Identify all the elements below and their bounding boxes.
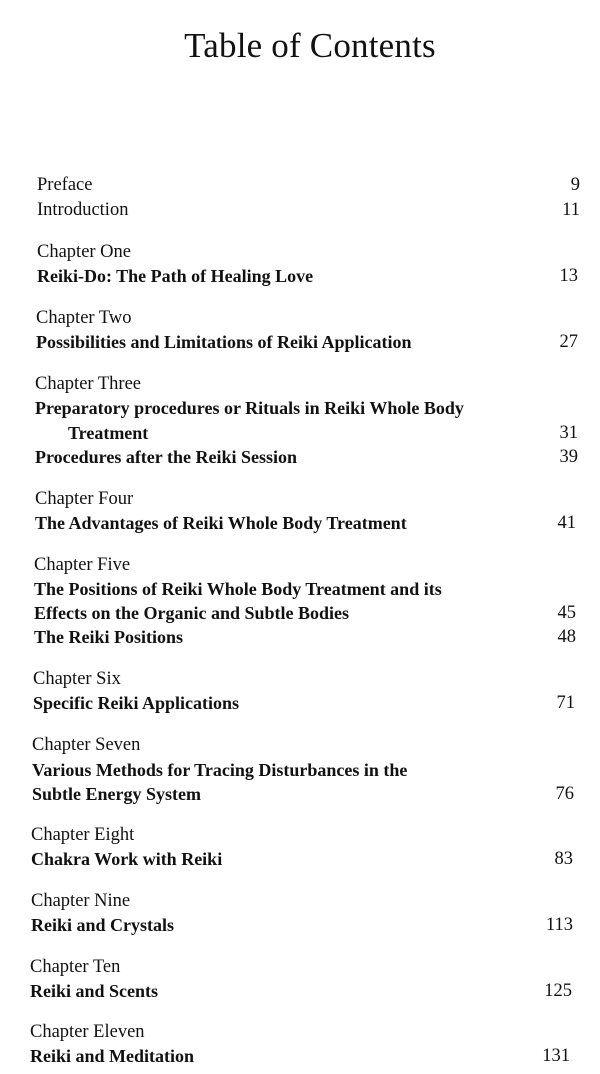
toc-entry-title[interactable]: Reiki and Scents (30, 981, 159, 1001)
toc-entry-title[interactable]: Procedures after the Reiki Session (35, 447, 297, 467)
toc-entry-title[interactable]: Chakra Work with Reiki (31, 849, 223, 869)
page-number: 9 (570, 175, 580, 195)
page-number: 31 (559, 423, 578, 443)
toc-entry-title[interactable]: Reiki and Meditation (30, 1046, 195, 1066)
toc-entry-title[interactable]: The Reiki Positions (34, 627, 184, 647)
page-number: 83 (554, 849, 573, 869)
toc-entry-title[interactable]: Possibilities and Limitations of Reiki Application (36, 332, 412, 352)
page-number: 125 (544, 981, 572, 1001)
page-number: 131 (542, 1046, 570, 1066)
toc-entry-preface[interactable]: Preface (37, 175, 93, 195)
toc-entry-title[interactable]: Reiki and Crystals (31, 915, 175, 935)
chapter-heading: Chapter Five (34, 555, 131, 575)
page-number: 11 (562, 200, 580, 220)
page-number: 41 (557, 513, 576, 533)
chapter-heading: Chapter Eight (31, 825, 135, 845)
page-number: 113 (545, 915, 573, 935)
page-number: 48 (557, 627, 576, 647)
toc-entry-title-continued[interactable]: Treatment (68, 423, 149, 443)
page-number: 71 (556, 693, 575, 713)
chapter-heading: Chapter Seven (32, 735, 141, 755)
chapter-heading: Chapter Eleven (30, 1022, 145, 1042)
page-number: 45 (557, 603, 576, 623)
page-number: 13 (559, 266, 578, 286)
toc-entry-title[interactable]: Preparatory procedures or Rituals in Reiki Whole Body (35, 398, 464, 418)
page-title: Table of Contents (184, 26, 436, 65)
chapter-heading: Chapter One (37, 242, 132, 262)
page-number: 39 (559, 447, 578, 467)
toc-entry-title[interactable]: Various Methods for Tracing Disturbances in the (32, 760, 408, 780)
chapter-heading: Chapter Two (36, 308, 132, 328)
toc-entry-title[interactable]: The Positions of Reiki Whole Body Treatment and its (34, 579, 442, 599)
page-number: 27 (559, 332, 578, 352)
toc-entry-title[interactable]: Reiki-Do: The Path of Healing Love (37, 266, 314, 286)
chapter-heading: Chapter Three (35, 374, 141, 394)
chapter-heading: Chapter Four (35, 489, 134, 509)
chapter-heading: Chapter Nine (31, 891, 131, 911)
page-number: 76 (555, 784, 574, 804)
toc-entry-title[interactable]: The Advantages of Reiki Whole Body Treatment (35, 513, 407, 533)
chapter-heading: Chapter Ten (30, 957, 121, 977)
toc-entry-title-continued[interactable]: Effects on the Organic and Subtle Bodies (34, 603, 350, 623)
toc-entry-introduction[interactable]: Introduction (37, 200, 129, 220)
toc-entry-title-continued[interactable]: Subtle Energy System (32, 784, 202, 804)
toc-entry-title[interactable]: Specific Reiki Applications (33, 693, 240, 713)
chapter-heading: Chapter Six (33, 669, 121, 689)
